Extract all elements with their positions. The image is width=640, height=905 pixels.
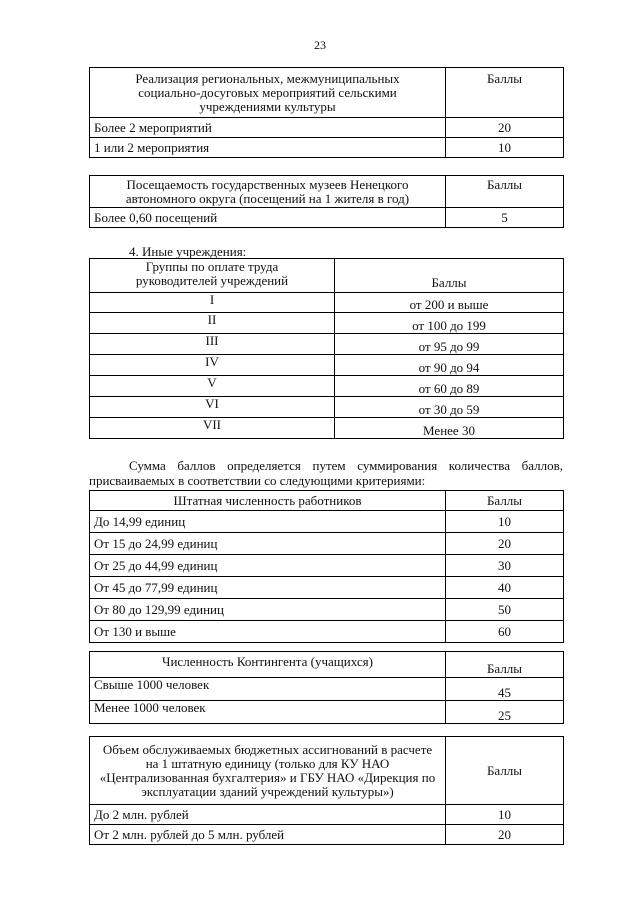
row-score: 20 xyxy=(446,825,564,845)
row-label: От 80 до 129,99 единиц xyxy=(90,599,446,621)
table-row xyxy=(90,577,564,599)
table-row xyxy=(90,678,564,701)
row-score: от 100 до 199 xyxy=(335,313,564,334)
table-row xyxy=(90,334,564,355)
table-header-row xyxy=(90,176,564,208)
budget-score-header: Баллы xyxy=(446,737,564,805)
museums-header: Посещаемость государственных музеев Ненецкого автономного округа (посещений на 1 жителя в год) xyxy=(90,176,446,208)
museums-table xyxy=(89,175,564,228)
table-header-row xyxy=(90,259,564,293)
row-score: 5 xyxy=(446,208,564,228)
table-row xyxy=(90,208,564,228)
row-label: II xyxy=(90,313,335,334)
row-label: V xyxy=(90,376,335,397)
staff-score-header: Баллы xyxy=(446,491,564,511)
budget-table xyxy=(89,736,564,845)
row-score: 10 xyxy=(446,805,564,825)
table-header-row xyxy=(90,652,564,678)
section-heading: 4. Иные учреждения: xyxy=(129,244,247,259)
row-label: VII xyxy=(90,418,335,439)
row-label: Более 2 мероприятий xyxy=(90,118,446,138)
other-score-header: Баллы xyxy=(335,259,564,293)
table-row xyxy=(90,418,564,439)
row-score: от 90 до 94 xyxy=(335,355,564,376)
row-label: I xyxy=(90,293,335,313)
row-label: От 2 млн. рублей до 5 млн. рублей xyxy=(90,825,446,845)
row-label: 1 или 2 мероприятия xyxy=(90,138,446,158)
other-header: Группы по оплате труда руководителей учреждений xyxy=(90,259,335,293)
table-row xyxy=(90,376,564,397)
table-header-row xyxy=(90,737,564,805)
table-header-row xyxy=(90,68,564,118)
staff-header: Штатная численность работников xyxy=(90,491,446,511)
row-score: от 200 и выше xyxy=(335,293,564,313)
other-institutions-table xyxy=(89,258,564,439)
row-score: 10 xyxy=(446,138,564,158)
row-score: 10 xyxy=(446,511,564,533)
table-row xyxy=(90,511,564,533)
students-header: Численность Контингента (учащихся) xyxy=(90,652,446,678)
row-score: 40 xyxy=(446,577,564,599)
row-label: От 130 и выше xyxy=(90,621,446,643)
row-label: От 15 до 24,99 единиц xyxy=(90,533,446,555)
table-row xyxy=(90,555,564,577)
page-number: 23 xyxy=(314,38,326,52)
table-row xyxy=(90,805,564,825)
table-row xyxy=(90,701,564,724)
budget-header: Объем обслуживаемых бюджетных ассигнований в расчете на 1 штатную единицу (только для КУ НАО «Централизованная бухгалтерия» и ГБУ НАО «Дирекция по эксплуатации зданий учреждений культуры») xyxy=(90,737,446,805)
table-row xyxy=(90,138,564,158)
row-score: 20 xyxy=(446,533,564,555)
table-row xyxy=(90,621,564,643)
students-table xyxy=(89,651,564,724)
row-label: Более 0,60 посещений xyxy=(90,208,446,228)
table-header-row xyxy=(90,491,564,511)
criteria-paragraph: Сумма баллов определяется путем суммирования количества баллов, присваиваемых в соответствии со следующими критериями: xyxy=(89,458,563,488)
table-row xyxy=(90,397,564,418)
museums-score-header: Баллы xyxy=(446,176,564,208)
row-label: От 45 до 77,99 единиц xyxy=(90,577,446,599)
row-score: 20 xyxy=(446,118,564,138)
row-label: Менее 1000 человек xyxy=(90,701,446,724)
table-row xyxy=(90,533,564,555)
students-score-header: Баллы xyxy=(446,652,564,678)
row-score: от 95 до 99 xyxy=(335,334,564,355)
row-score: 50 xyxy=(446,599,564,621)
events-table xyxy=(89,67,564,158)
row-label: Свыше 1000 человек xyxy=(90,678,446,701)
row-score: 25 xyxy=(446,701,564,724)
row-label: IV xyxy=(90,355,335,376)
table-row xyxy=(90,118,564,138)
row-label: От 25 до 44,99 единиц xyxy=(90,555,446,577)
row-label: VI xyxy=(90,397,335,418)
row-score: от 30 до 59 xyxy=(335,397,564,418)
events-header: Реализация региональных, межмуниципальных социально-досуговых мероприятий сельскими учреждениями культуры xyxy=(90,68,446,118)
table-row xyxy=(90,825,564,845)
events-score-header: Баллы xyxy=(446,68,564,118)
table-row xyxy=(90,293,564,313)
row-score: 60 xyxy=(446,621,564,643)
row-label: III xyxy=(90,334,335,355)
row-score: Менее 30 xyxy=(335,418,564,439)
row-label: До 14,99 единиц xyxy=(90,511,446,533)
row-label: До 2 млн. рублей xyxy=(90,805,446,825)
table-row xyxy=(90,599,564,621)
table-row xyxy=(90,355,564,376)
staff-table xyxy=(89,490,564,643)
row-score: 45 xyxy=(446,678,564,701)
row-score: от 60 до 89 xyxy=(335,376,564,397)
table-row xyxy=(90,313,564,334)
row-score: 30 xyxy=(446,555,564,577)
